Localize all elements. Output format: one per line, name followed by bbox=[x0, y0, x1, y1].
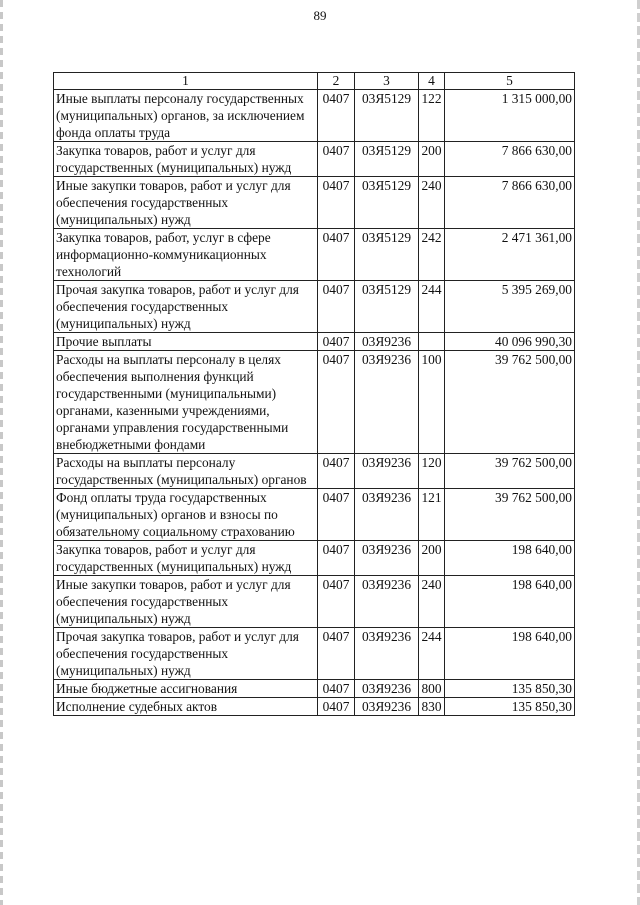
amount-cell: 198 640,00 bbox=[445, 628, 575, 680]
amount-cell: 7 866 630,00 bbox=[445, 142, 575, 177]
amount-cell: 39 762 500,00 bbox=[445, 454, 575, 489]
row-name-cell: Закупка товаров, работ и услуг для государственных (муниципальных) нужд bbox=[54, 142, 318, 177]
section-code-cell: 0407 bbox=[318, 680, 355, 698]
table-row bbox=[54, 351, 575, 454]
header-col-1: 1 bbox=[54, 73, 318, 90]
amount-cell: 2 471 361,00 bbox=[445, 229, 575, 281]
budget-table-body bbox=[54, 73, 575, 716]
expense-type-cell: 122 bbox=[419, 90, 445, 142]
target-code-cell: 03Я9236 bbox=[355, 333, 419, 351]
amount-cell: 135 850,30 bbox=[445, 698, 575, 716]
amount-cell: 7 866 630,00 bbox=[445, 177, 575, 229]
section-code-cell: 0407 bbox=[318, 698, 355, 716]
amount-cell: 135 850,30 bbox=[445, 680, 575, 698]
section-code-cell: 0407 bbox=[318, 177, 355, 229]
table-row bbox=[54, 454, 575, 489]
expense-type-cell: 830 bbox=[419, 698, 445, 716]
target-code-cell: 03Я9236 bbox=[355, 541, 419, 576]
row-name-cell: Закупка товаров, работ, услуг в сфере информационно-коммуникационных технологий bbox=[54, 229, 318, 281]
amount-cell: 39 762 500,00 bbox=[445, 489, 575, 541]
header-col-2: 2 bbox=[318, 73, 355, 90]
section-code-cell: 0407 bbox=[318, 576, 355, 628]
expense-type-cell: 120 bbox=[419, 454, 445, 489]
amount-cell: 5 395 269,00 bbox=[445, 281, 575, 333]
expense-type-cell: 244 bbox=[419, 628, 445, 680]
target-code-cell: 03Я5129 bbox=[355, 177, 419, 229]
section-code-cell: 0407 bbox=[318, 351, 355, 454]
section-code-cell: 0407 bbox=[318, 489, 355, 541]
row-name-cell: Иные закупки товаров, работ и услуг для обеспечения государственных (муниципальных) нужд bbox=[54, 177, 318, 229]
table-row bbox=[54, 628, 575, 680]
amount-cell: 198 640,00 bbox=[445, 541, 575, 576]
target-code-cell: 03Я9236 bbox=[355, 680, 419, 698]
amount-cell: 40 096 990,30 bbox=[445, 333, 575, 351]
amount-cell: 198 640,00 bbox=[445, 576, 575, 628]
header-col-3: 3 bbox=[355, 73, 419, 90]
table-row bbox=[54, 576, 575, 628]
target-code-cell: 03Я9236 bbox=[355, 698, 419, 716]
table-row bbox=[54, 142, 575, 177]
table-row bbox=[54, 281, 575, 333]
table-row bbox=[54, 229, 575, 281]
row-name-cell: Исполнение судебных актов bbox=[54, 698, 318, 716]
row-name-cell: Иные закупки товаров, работ и услуг для обеспечения государственных (муниципальных) нужд bbox=[54, 576, 318, 628]
page-number: 89 bbox=[313, 8, 327, 23]
target-code-cell: 03Я9236 bbox=[355, 489, 419, 541]
section-code-cell: 0407 bbox=[318, 454, 355, 489]
expense-type-cell: 100 bbox=[419, 351, 445, 454]
table-row bbox=[54, 698, 575, 716]
row-name-cell: Иные выплаты персоналу государственных (муниципальных) органов, за исключением фонда оплаты труда bbox=[54, 90, 318, 142]
budget-table bbox=[53, 72, 575, 716]
section-code-cell: 0407 bbox=[318, 229, 355, 281]
row-name-cell: Расходы на выплаты персоналу в целях обеспечения выполнения функций государственными (муниципальными) органами, казенными учреждениями, органами управления государственными внебюджетными фондами bbox=[54, 351, 318, 454]
expense-type-cell: 244 bbox=[419, 281, 445, 333]
expense-type-cell bbox=[419, 333, 445, 351]
scan-edge-left bbox=[0, 0, 3, 905]
table-header-row bbox=[54, 73, 575, 90]
table-row bbox=[54, 489, 575, 541]
section-code-cell: 0407 bbox=[318, 90, 355, 142]
expense-type-cell: 240 bbox=[419, 576, 445, 628]
expense-type-cell: 240 bbox=[419, 177, 445, 229]
amount-cell: 39 762 500,00 bbox=[445, 351, 575, 454]
table-row bbox=[54, 333, 575, 351]
row-name-cell: Закупка товаров, работ и услуг для государственных (муниципальных) нужд bbox=[54, 541, 318, 576]
row-name-cell: Прочие выплаты bbox=[54, 333, 318, 351]
expense-type-cell: 200 bbox=[419, 541, 445, 576]
table-row bbox=[54, 680, 575, 698]
row-name-cell: Прочая закупка товаров, работ и услуг для обеспечения государственных (муниципальных) нужд bbox=[54, 281, 318, 333]
table-row bbox=[54, 541, 575, 576]
section-code-cell: 0407 bbox=[318, 281, 355, 333]
expense-type-cell: 121 bbox=[419, 489, 445, 541]
expense-type-cell: 200 bbox=[419, 142, 445, 177]
row-name-cell: Фонд оплаты труда государственных (муниципальных) органов и взносы по обязательному социальному страхованию bbox=[54, 489, 318, 541]
table-row bbox=[54, 177, 575, 229]
header-col-5: 5 bbox=[445, 73, 575, 90]
target-code-cell: 03Я9236 bbox=[355, 351, 419, 454]
row-name-cell: Иные бюджетные ассигнования bbox=[54, 680, 318, 698]
expense-type-cell: 242 bbox=[419, 229, 445, 281]
target-code-cell: 03Я9236 bbox=[355, 454, 419, 489]
target-code-cell: 03Я9236 bbox=[355, 576, 419, 628]
header-col-4: 4 bbox=[419, 73, 445, 90]
amount-cell: 1 315 000,00 bbox=[445, 90, 575, 142]
section-code-cell: 0407 bbox=[318, 628, 355, 680]
target-code-cell: 03Я5129 bbox=[355, 229, 419, 281]
target-code-cell: 03Я5129 bbox=[355, 90, 419, 142]
section-code-cell: 0407 bbox=[318, 142, 355, 177]
target-code-cell: 03Я5129 bbox=[355, 142, 419, 177]
expense-type-cell: 800 bbox=[419, 680, 445, 698]
row-name-cell: Прочая закупка товаров, работ и услуг для обеспечения государственных (муниципальных) нужд bbox=[54, 628, 318, 680]
section-code-cell: 0407 bbox=[318, 541, 355, 576]
section-code-cell: 0407 bbox=[318, 333, 355, 351]
row-name-cell: Расходы на выплаты персоналу государственных (муниципальных) органов bbox=[54, 454, 318, 489]
target-code-cell: 03Я5129 bbox=[355, 281, 419, 333]
target-code-cell: 03Я9236 bbox=[355, 628, 419, 680]
table-row bbox=[54, 90, 575, 142]
